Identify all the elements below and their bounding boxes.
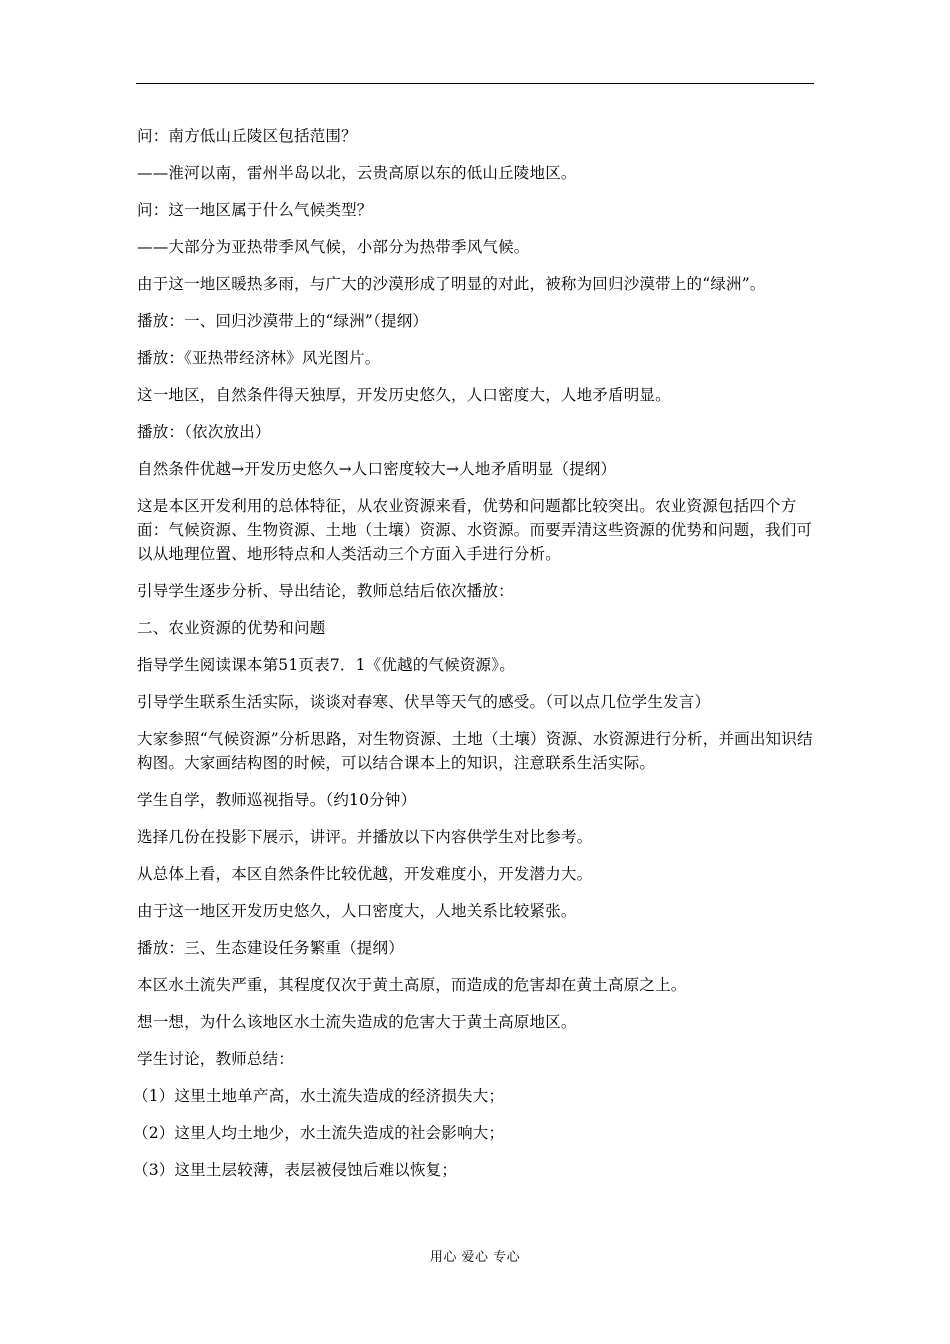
body-paragraph: 学生讨论，教师总结： xyxy=(137,1050,295,1068)
body-paragraph: 本区水土流失严重，其程度仅次于黄土高原，而造成的危害却在黄土高原之上。 xyxy=(137,976,687,994)
list-item: （1）这里土地单产高，水土流失造成的经济损失大； xyxy=(133,1087,505,1105)
header-rule xyxy=(136,83,814,84)
play-paragraph: 播放：《亚热带经济林》风光图片。 xyxy=(137,349,381,367)
body-paragraph: 这一地区，自然条件得天独厚，开发历史悠久，人口密度大，人地矛盾明显。 xyxy=(137,386,671,404)
list-item: （3）这里土层较薄，表层被侵蚀后难以恢复； xyxy=(133,1161,458,1179)
play-paragraph: 播放：（依次放出） xyxy=(137,423,271,441)
question-paragraph: 问：南方低山丘陵区包括范围？ xyxy=(137,127,357,145)
play-paragraph: 播放：三、生态建设任务繁重（提纲） xyxy=(137,939,404,957)
play-paragraph: 播放：一、回归沙漠带上的“绿洲”（提纲） xyxy=(137,312,429,330)
body-paragraph: 从总体上看，本区自然条件比较优越，开发难度小，开发潜力大。 xyxy=(137,865,593,883)
document-body xyxy=(133,124,817,1195)
body-paragraph: 由于这一地区暖热多雨，与广大的沙漠形成了明显的对此，被称为回归沙漠带上的“绿洲”。 xyxy=(137,275,766,293)
list-item: （2）这里人均土地少，水土流失造成的社会影响大； xyxy=(133,1124,505,1142)
answer-paragraph: ——淮河以南，雷州半岛以北，云贵高原以东的低山丘陵地区。 xyxy=(137,164,577,182)
body-paragraph: 引导学生逐步分析、导出结论，教师总结后依次播放： xyxy=(137,582,514,600)
outline-paragraph: 自然条件优越→开发历史悠久→人口密度较大→人地矛盾明显（提纲） xyxy=(137,460,617,478)
body-paragraph: 这是本区开发利用的总体特征，从农业资源来看，优势和问题都比较突出。农业资源包括四个方面：气候资源、生物资源、土地（土壤）资源、水资源。而要弄清这些资源的优势和问题，我们可以从地理位置、地形特点和人类活动三个方面入手进行分析。 xyxy=(137,497,813,563)
body-paragraph: 由于这一地区开发历史悠久，人口密度大，人地关系比较紧张。 xyxy=(137,902,577,920)
body-paragraph: 想一想，为什么该地区水土流失造成的危害大于黄土高原地区。 xyxy=(137,1013,577,1031)
body-paragraph: 选择几份在投影下展示，讲评。并播放以下内容供学生对比参考。 xyxy=(137,828,593,846)
body-paragraph: 指导学生阅读课本第51页表7．1《优越的气候资源》。 xyxy=(137,656,515,674)
answer-paragraph: ——大部分为亚热带季风气候，小部分为热带季风气候。 xyxy=(137,238,530,256)
body-paragraph: 引导学生联系生活实际，谈谈对春寒、伏旱等天气的感受。（可以点几位学生发言） xyxy=(137,693,711,711)
page-footer: 用心 爱心 专心 xyxy=(429,1250,521,1265)
body-paragraph: 大家参照“气候资源”分析思路，对生物资源、土地（土壤）资源、水资源进行分析，并画出知识结构图。大家画结构图的时候，可以结合课本上的知识，注意联系生活实际。 xyxy=(137,730,813,772)
body-paragraph: 学生自学，教师巡视指导。（约10分钟） xyxy=(137,791,417,809)
section-heading: 二、农业资源的优势和问题 xyxy=(137,619,326,637)
question-paragraph: 问：这一地区属于什么气候类型？ xyxy=(137,201,373,219)
